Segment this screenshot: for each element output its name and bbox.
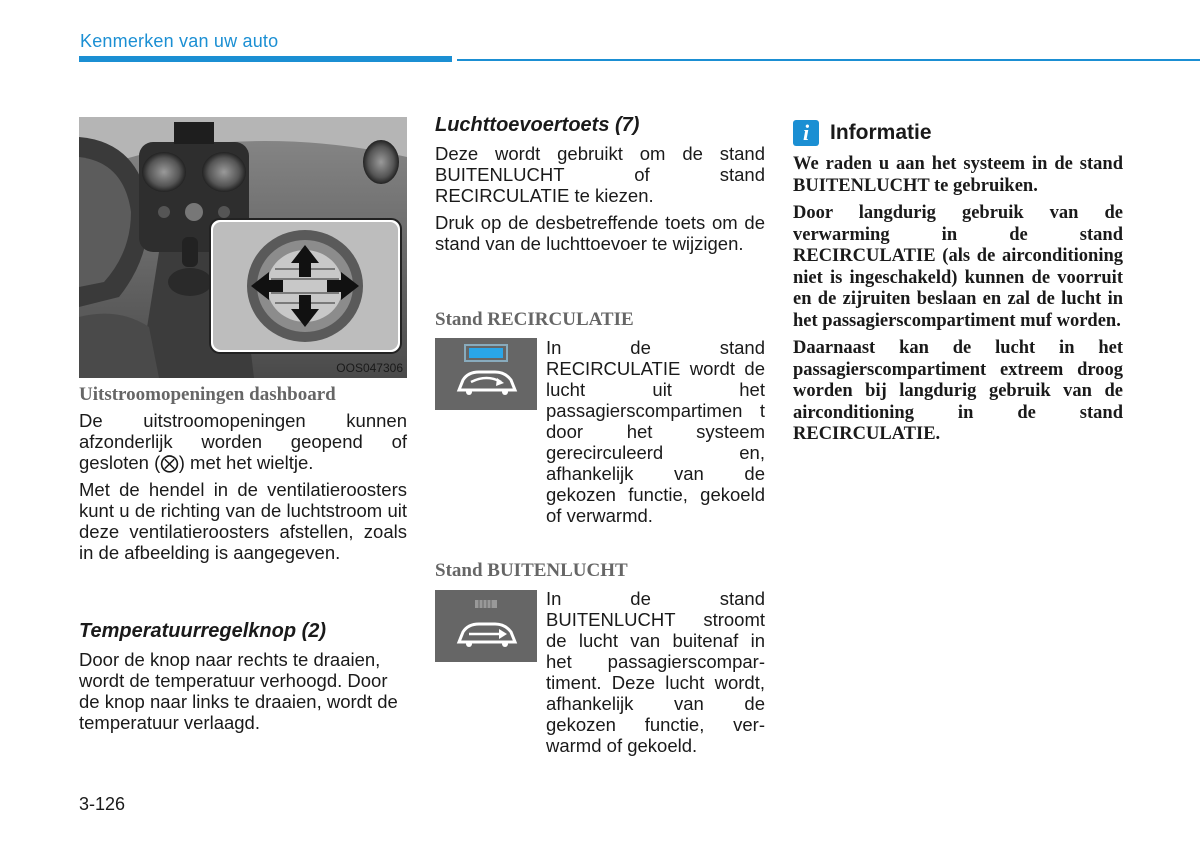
air-intake-paragraph-2: Druk op de desbetreffende toets om de stand van de luchttoevoer te wijzigen. <box>435 212 765 254</box>
info-title: Informatie <box>830 121 932 144</box>
recirculation-text: In de stand RECIRCULATIE wordt de lucht uit het passagierscompartimen t door het systeem gerecirculeerd en, afhankelijk van de gekozen functie, gekoeld of verwarmd. <box>546 337 765 526</box>
info-header <box>793 120 932 146</box>
recirculation-car-icon <box>435 338 537 410</box>
header-rule-thin <box>457 59 1200 61</box>
vents-section <box>79 384 407 563</box>
vents-paragraph-2: Met de hendel in de ventilatieroosters kunt u de richting van de luchtstroom uit deze ventilatieroosters afstellen, zoals in de afbeelding is aangegeven. <box>79 479 407 563</box>
temperature-text: Door de knop naar rechts te draaien, wordt de temperatuur verhoogd. Door de knop naar links te draaien, wordt de temperatuur verlaagd. <box>79 649 398 733</box>
vents-paragraph-1: De uitstroomopeningen kunnen afzonderlijk worden geopend of gesloten (⨂) met het wieltje. <box>79 410 407 473</box>
info-paragraph-2: Door langdurig gebruik van de verwarming in de stand RECIRCULATIE (als de airconditioning niet is ingeschakeld) kunnen de voorruit en de zijruiten beslaan en zal de lucht in het passagierscompartiment muf worden. <box>793 203 1123 331</box>
temperature-section <box>79 620 407 733</box>
fresh-air-text: In de stand BUITENLUCHT stroomt de lucht van buitenaf in het passagierscompartiment. Deze lucht wordt, afhankelijk van de gekozen functie, verwarmd of gekoeld. <box>546 588 765 756</box>
dashboard-vent-photo <box>79 117 407 378</box>
page-number: 3-126 <box>79 794 126 814</box>
info-body <box>793 154 1123 446</box>
dashboard-illustration <box>79 117 407 378</box>
info-paragraph-1: We raden u aan het systeem in de stand BUITENLUCHT te gebruiken. <box>793 154 1123 196</box>
air-intake-paragraph-1: Deze wordt gebruikt om de stand BUITENLUCHT of stand RECIRCULATIE te kiezen. <box>435 143 765 206</box>
header-rule-thick <box>79 56 452 62</box>
fresh-air-heading-wrap <box>435 560 765 582</box>
section-title: Kenmerken van uw auto <box>80 31 279 51</box>
info-icon: i <box>793 120 819 146</box>
figure-code: OOS047306 <box>336 361 403 375</box>
temperature-heading: Temperatuurregelknop (2) <box>79 620 327 642</box>
fresh-air-heading: Stand BUITENLUCHT <box>435 560 628 581</box>
fresh-air-text-wrap <box>546 588 765 756</box>
info-paragraph-3: Daarnaast kan de lucht in het passagierscompartiment extreem droog worden bij langdurig gebruik van de airconditioning in de stand RECIRCULATIE. <box>793 338 1123 444</box>
fresh-air-car-icon <box>435 590 537 662</box>
recirculation-heading-wrap <box>435 309 765 331</box>
air-intake-heading: Luchttoevoertoets (7) <box>435 114 640 136</box>
recirculation-heading: Stand RECIRCULATIE <box>435 309 634 330</box>
air-intake-section <box>435 114 765 254</box>
recirculation-text-wrap <box>546 337 765 526</box>
figure-caption: Uitstroomopeningen dashboard <box>79 384 336 405</box>
